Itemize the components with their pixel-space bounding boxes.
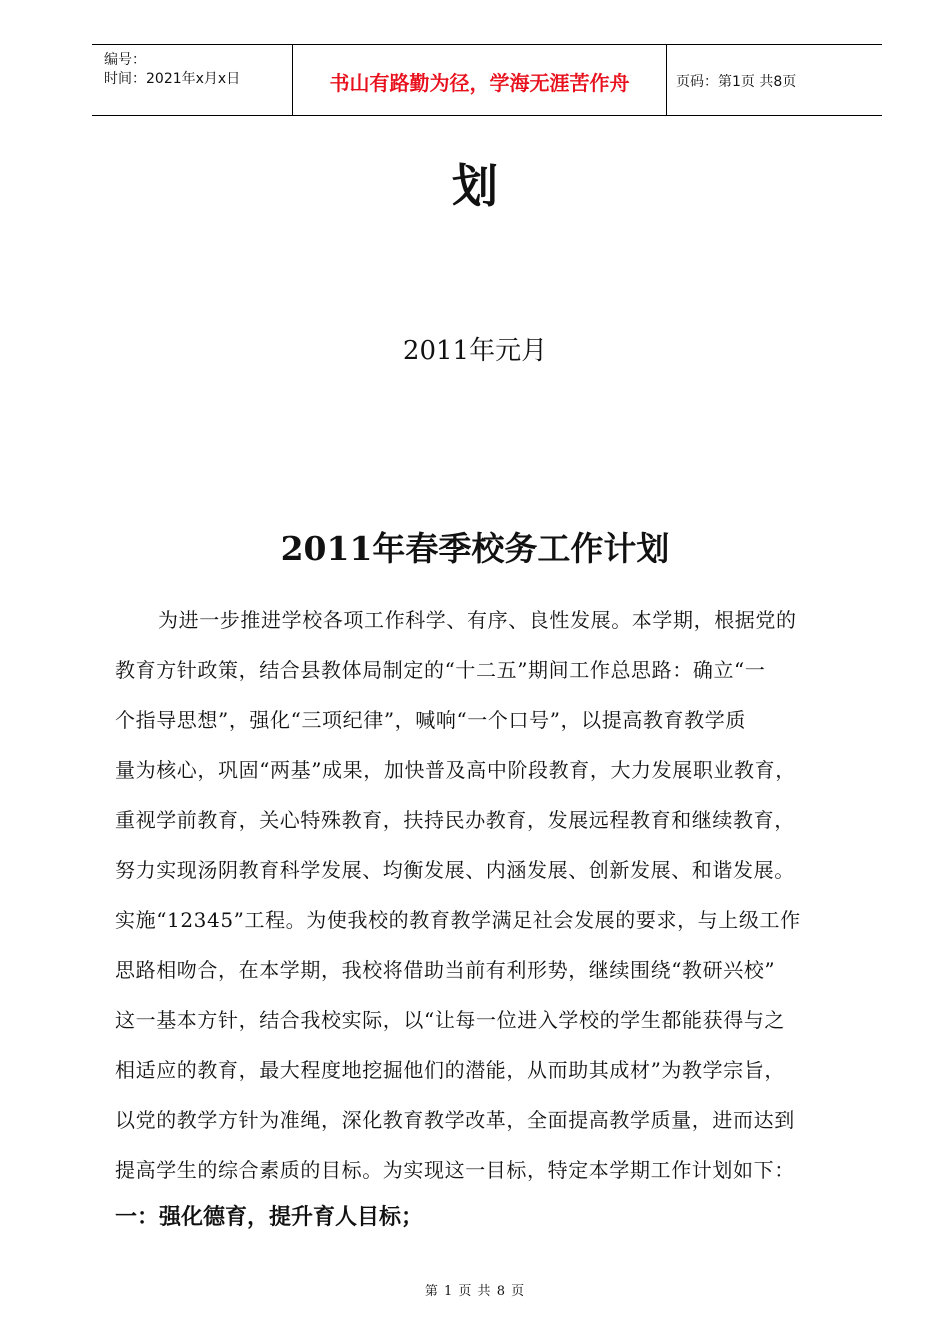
paragraph-line: 教育方针政策，结合县教体局制定的“十二五”期间工作总思路：确立“一 xyxy=(115,658,766,682)
cover-title-fragment: 划 xyxy=(452,159,498,213)
paragraph-line: 量为核心，巩固“两基”成果，加快普及高中阶段教育，大力发展职业教育， xyxy=(115,758,796,782)
header-motto-cell xyxy=(292,45,667,115)
section-heading: 一：强化德育，提升育人目标； xyxy=(115,1204,424,1230)
paragraph-line: 这一基本方针，结合我校实际，以“让每一位进入学校的学生都能获得与之 xyxy=(115,1008,786,1032)
footer-page-number: 第 1 页 共 8 页 xyxy=(424,1284,526,1299)
header-right-cell xyxy=(666,45,882,115)
paragraph-line: 实施“12345”工程。为使我校的教育教学满足社会发展的要求，与上级工作 xyxy=(115,908,801,932)
document-title: 2011年春季校务工作计划 xyxy=(280,529,670,568)
paragraph-line: 个指导思想”，强化“三项纪律”，喊响“一个口号”，以提高教育教学质 xyxy=(115,708,746,732)
serial-number-label: 编号： xyxy=(104,52,146,68)
header-left-cell xyxy=(92,45,292,115)
paragraph-line: 思路相吻合，在本学期，我校将借助当前有利形势，继续围绕“教研兴校” xyxy=(115,958,776,982)
paragraph-line: 提高学生的综合素质的目标。为实现这一目标，特定本学期工作计划如下： xyxy=(115,1158,795,1182)
document-header xyxy=(92,44,882,116)
body-paragraph xyxy=(115,603,875,1203)
paragraph-line: 努力实现汤阴教育科学发展、均衡发展、内涵发展、创新发展、和谐发展。 xyxy=(115,858,795,882)
paragraph-line: 为进一步推进学校各项工作科学、有序、良性发展。本学期，根据党的 xyxy=(158,608,797,632)
time-label: 时间：2021年x月x日 xyxy=(104,71,241,87)
paragraph-line: 以党的教学方针为准绳，深化教育教学改革，全面提高教学质量，进而达到 xyxy=(115,1108,795,1132)
paragraph-line: 重视学前教育，关心特殊教育，扶持民办教育，发展远程教育和继续教育， xyxy=(115,808,795,832)
header-page-info: 页码：第1页 共8页 xyxy=(676,74,797,90)
header-motto: 书山有路勤为径，学海无涯苦作舟 xyxy=(329,71,630,95)
paragraph-line: 相适应的教育，最大程度地挖掘他们的潜能，从而助其成材”为教学宗旨， xyxy=(115,1058,786,1082)
cover-date: 2011年元月 xyxy=(402,336,548,366)
